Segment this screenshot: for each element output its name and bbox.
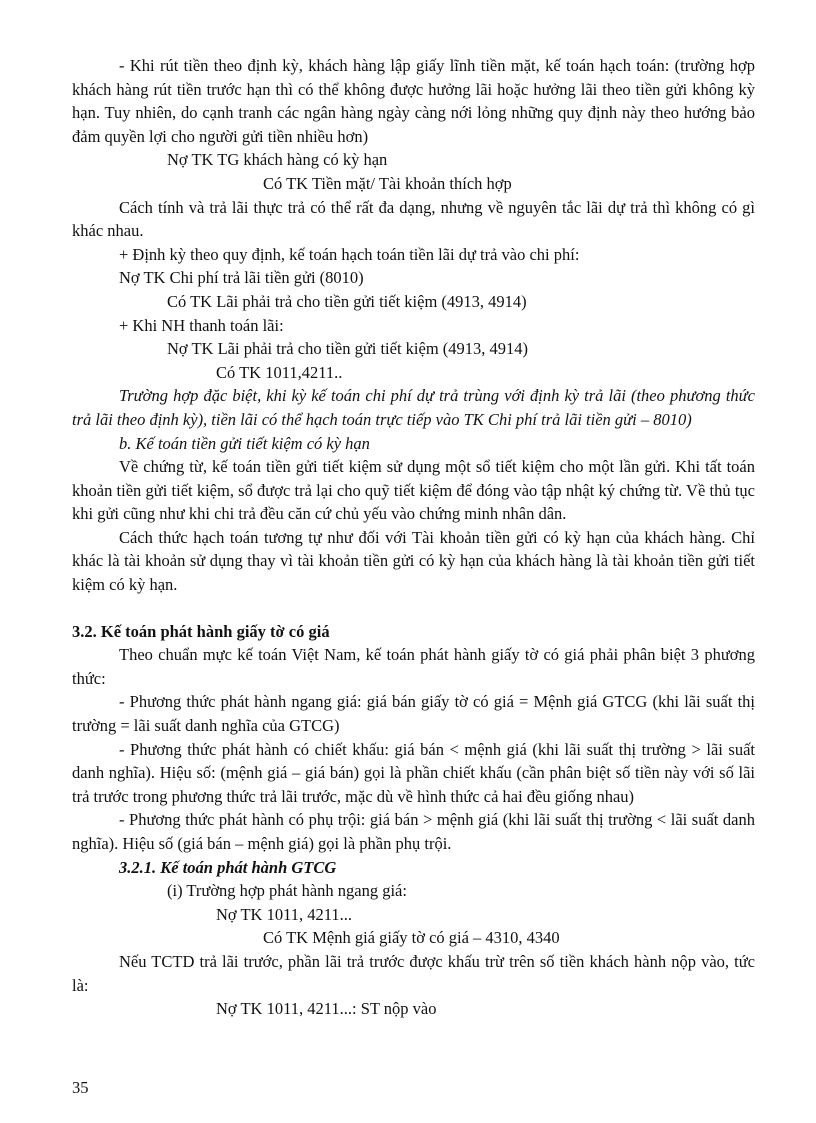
paragraph-withdrawal: - Khi rút tiền theo định kỳ, khách hàng lập giấy lĩnh tiền mặt, kế toán hạch toán: (trường hợp khách hàng rút tiền trước hạn thì có thể không được hưởng lãi hoặc hưởng lãi theo tiền gửi không kỳ hạn. Tuy nhiên, do cạnh tranh các ngân hàng ngày càng nới lỏng những quy định này theo hướng bảo đảm quyền lợi cho người gửi tiền nhiều hơn)	[72, 56, 755, 146]
entry-credit-1011: Có TK 1011,4211..	[216, 362, 343, 382]
item-premium-issue: - Phương thức phát hành có phụ trội: giá bán > mệnh giá (khi lãi suất thị trường < lãi suất danh nghĩa). Hiệu số (giá bán – mệnh giá) gọi là phần phụ trội.	[72, 810, 755, 853]
paragraph-prepaid-interest: Nếu TCTD trả lãi trước, phần lãi trả trước được khấu trừ trên số tiền khách hành nộp vào, tức là:	[72, 951, 755, 995]
paragraph-special-case: Trường hợp đặc biệt, khi kỳ kế toán chi phí dự trả trùng với định kỳ trả lãi (theo phương thức trả lãi theo định kỳ), tiền lãi có thể hạch toán trực tiếp vào TK Chi phí trả lãi tiền gửi – 8010)	[72, 386, 755, 429]
paragraph-vouchers: Về chứng từ, kế toán tiền gửi tiết kiệm sử dụng một sổ tiết kiệm cho một lần gửi. Khi tất toán khoản tiền gửi tiết kiệm, sổ được trả lại cho quỹ tiết kiệm để đóng vào tập nhật ký chứng từ. Về thủ tục khi gửi cũng như khi chi trả đều căn cứ chủ yếu vào chứng minh nhân dân.	[72, 457, 755, 524]
section-heading-3-2: 3.2. Kế toán phát hành giấy tờ có giá	[72, 621, 330, 641]
entry-debit-interest-payable: Nợ TK Lãi phải trả cho tiền gửi tiết kiệm (4913, 4914)	[167, 339, 529, 359]
paragraph-standards: Theo chuẩn mực kế toán Việt Nam, kế toán phát hành giấy tờ có giá phải phân biệt 3 phương thức:	[72, 645, 755, 688]
page-body	[72, 54, 755, 1021]
entry-debit-1011: Nợ TK 1011, 4211...	[216, 904, 352, 924]
subsection-savings-term: b. Kế toán tiền gửi tiết kiệm có kỳ hạn	[119, 433, 370, 453]
entry-credit-face-value: Có TK Mệnh giá giấy tờ có giá – 4310, 4340	[263, 928, 560, 948]
entry-credit-cash: Có TK Tiền mặt/ Tài khoản thích hợp	[263, 173, 512, 193]
entry-debit-expense: Nợ TK Chi phí trả lãi tiền gửi (8010)	[119, 268, 364, 288]
item-discount-issue: - Phương thức phát hành có chiết khấu: giá bán < mệnh giá (khi lãi suất thị trường > lãi suất danh nghĩa). Hiệu số: (mệnh giá – giá bán) gọi là phần chiết khấu (cần phân biệt số tiền này với số lãi trả trước trong phương thức trả lãi trước, mặc dù về hình thức cả hai đều giống nhau)	[72, 739, 755, 806]
entry-debit-amount-paid: Nợ TK 1011, 4211...: ST nộp vào	[216, 999, 437, 1019]
case-par-issue: (i) Trường hợp phát hành ngang giá:	[167, 881, 407, 901]
item-bank-payment: + Khi NH thanh toán lãi:	[119, 315, 284, 335]
subsection-heading-3-2-1: 3.2.1. Kế toán phát hành GTCG	[119, 857, 337, 877]
item-periodic-accrual: + Định kỳ theo quy định, kế toán hạch toán tiền lãi dự trả vào chi phí:	[119, 244, 580, 264]
paragraph-interest-calculation: Cách tính và trả lãi thực trả có thể rất đa dạng, nhưng về nguyên tắc lãi dự trả thì không có gì khác nhau.	[72, 197, 755, 241]
item-par-issue: - Phương thức phát hành ngang giá: giá bán giấy tờ có giá = Mệnh giá GTCG (khi lãi suất thị trường = lãi suất danh nghĩa của GTCG)	[72, 692, 755, 736]
entry-credit-interest-payable: Có TK Lãi phải trả cho tiền gửi tiết kiệm (4913, 4914)	[167, 291, 527, 311]
entry-debit-term-deposit: Nợ TK TG khách hàng có kỳ hạn	[167, 150, 388, 170]
paragraph-accounting-method: Cách thức hạch toán tương tự như đối với Tài khoản tiền gửi có kỳ hạn của khách hàng. Chỉ khác là tài khoản sử dụng thay vì tài khoản tiền gửi có kỳ hạn của khách hàng là tài khoản tiền gửi tiết kiệm có kỳ hạn.	[72, 527, 755, 595]
page-number: 35	[72, 1078, 89, 1097]
